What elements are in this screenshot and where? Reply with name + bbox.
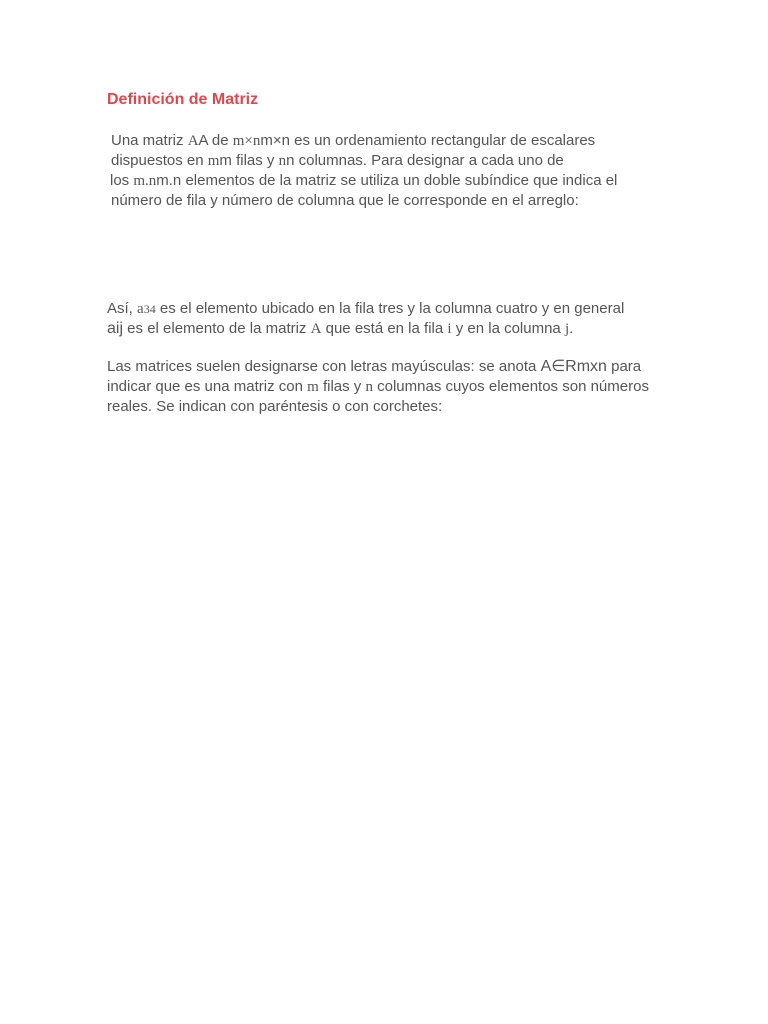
math-expression: m.n bbox=[156, 172, 182, 189]
text: Así, bbox=[107, 300, 138, 317]
definition-paragraph bbox=[111, 131, 617, 211]
text: es un ordenamiento rectangular de escalares bbox=[290, 132, 596, 149]
math-expression: m×n bbox=[232, 133, 261, 149]
text: . bbox=[569, 320, 574, 337]
math-expression: m×n bbox=[260, 132, 290, 149]
text-line bbox=[111, 131, 617, 151]
text: es el elemento de la matriz bbox=[123, 320, 311, 337]
math-symbol: m bbox=[307, 379, 319, 395]
notation-paragraph bbox=[107, 357, 649, 417]
text: columnas. Para designar a cada uno de bbox=[294, 152, 564, 169]
text: Las matrices suelen designarse con letras mayúsculas: se anota bbox=[107, 358, 541, 375]
math-symbol: n bbox=[278, 153, 287, 169]
math-symbol: m bbox=[207, 153, 220, 169]
text: es el elemento ubicado en la fila tres y la columna cuatro y en general bbox=[155, 300, 625, 317]
text: indicar que es una matriz con bbox=[107, 378, 308, 395]
text-line bbox=[107, 319, 624, 339]
text: filas y bbox=[231, 152, 279, 169]
text-line bbox=[111, 151, 617, 171]
text-line: número de fila y número de columna que le corresponde en el arreglo: bbox=[111, 192, 579, 209]
example-paragraph bbox=[107, 299, 624, 339]
text-line bbox=[107, 299, 624, 319]
text-line bbox=[110, 171, 617, 191]
math-symbol: n bbox=[286, 152, 295, 169]
text: de bbox=[207, 132, 233, 149]
text-line bbox=[107, 377, 649, 397]
text-line: reales. Se indican con paréntesis o con corchetes: bbox=[107, 398, 443, 415]
math-symbol: a bbox=[137, 301, 144, 317]
text: filas y bbox=[318, 378, 366, 395]
text: y en la columna bbox=[451, 320, 565, 337]
math-expression: A∈Rmxn bbox=[540, 358, 607, 375]
text: columnas cuyos elementos son números bbox=[372, 378, 649, 395]
math-symbol: n bbox=[365, 379, 373, 395]
math-symbol: A bbox=[310, 321, 322, 337]
math-symbol: i bbox=[447, 321, 452, 337]
text: los bbox=[110, 172, 134, 189]
page-title: Definición de Matriz bbox=[107, 91, 259, 108]
text-line bbox=[107, 357, 649, 377]
math-symbol: A bbox=[187, 133, 199, 149]
text: elementos de la matriz se utiliza un doble subíndice que indica el bbox=[181, 172, 618, 189]
text: para bbox=[606, 358, 642, 375]
math-subscript: 34 bbox=[143, 302, 156, 316]
text: Una matriz bbox=[111, 132, 188, 149]
math-symbol: aij bbox=[107, 320, 124, 337]
text: que está en la fila bbox=[321, 320, 448, 337]
math-expression: m.n bbox=[133, 173, 157, 189]
math-symbol: m bbox=[219, 152, 232, 169]
math-symbol: j bbox=[564, 321, 570, 337]
math-symbol: A bbox=[198, 132, 208, 149]
text: dispuestos en bbox=[111, 152, 208, 169]
